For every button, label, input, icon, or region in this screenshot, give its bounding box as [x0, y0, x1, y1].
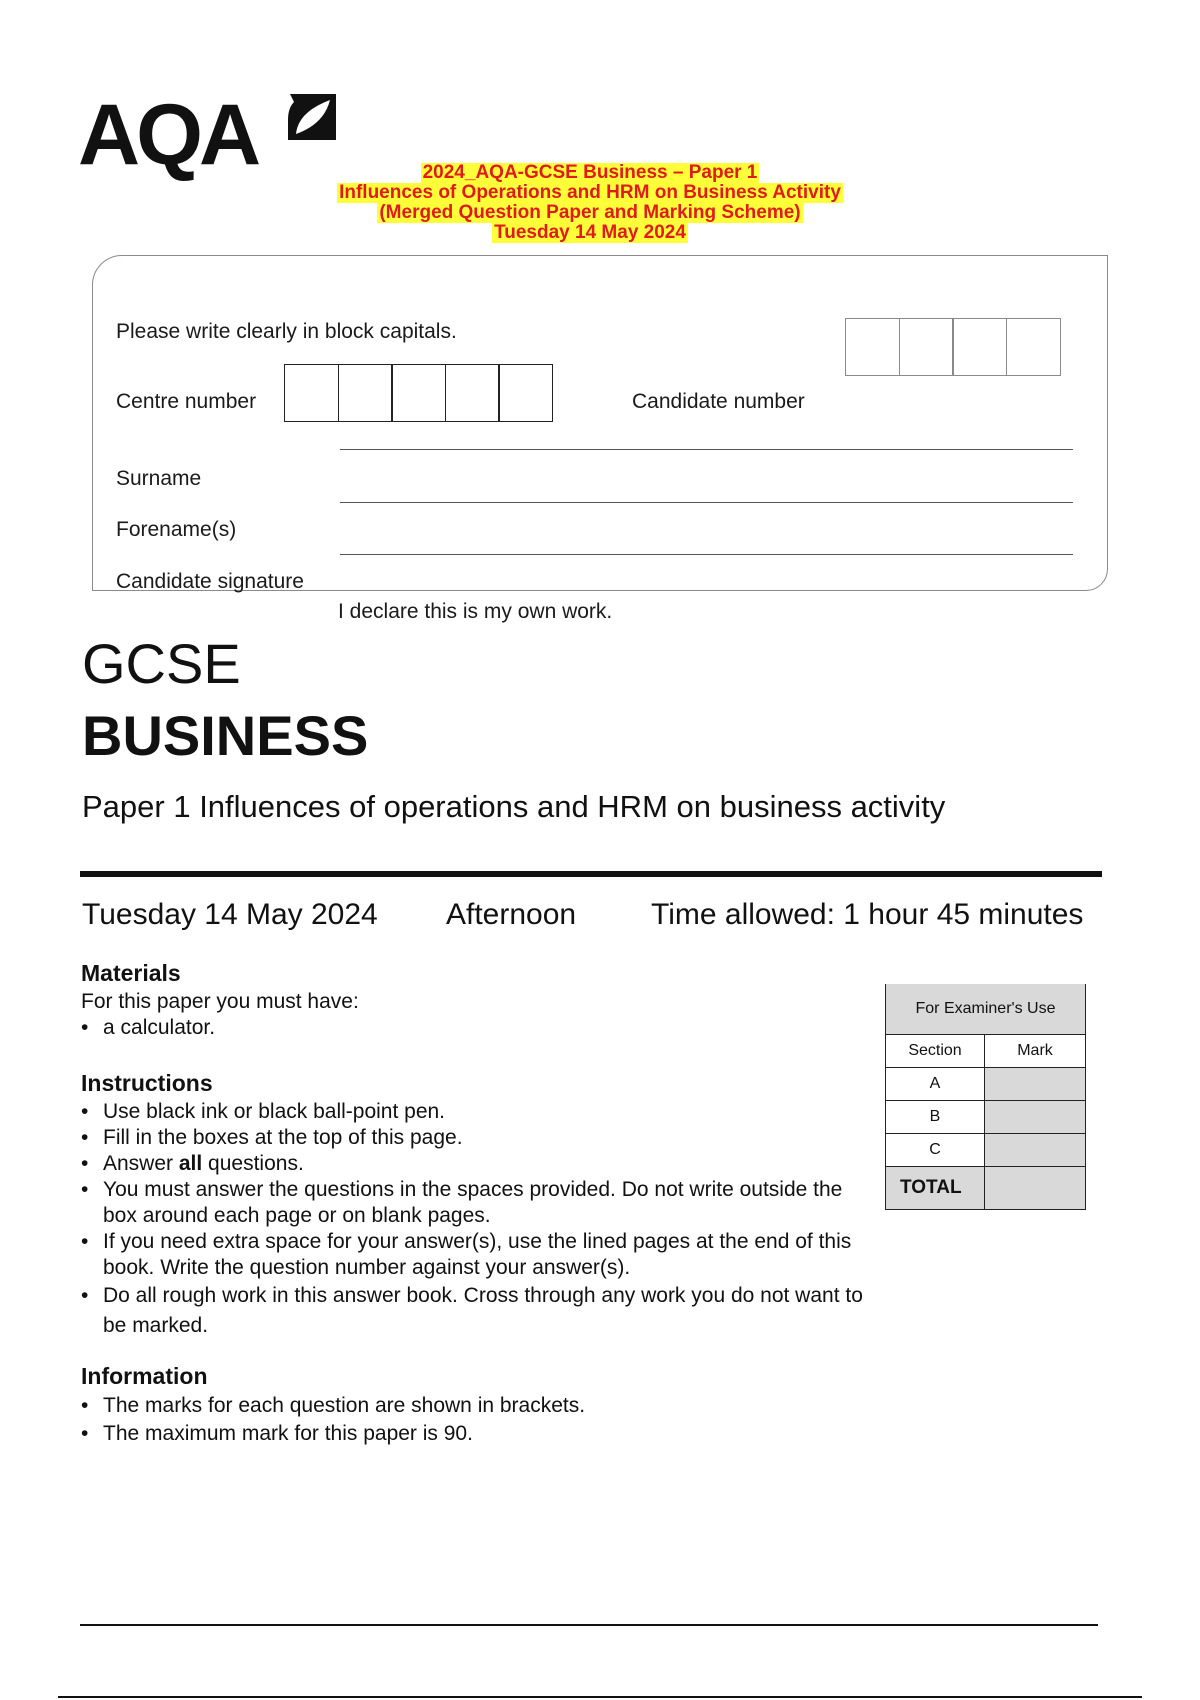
mark-cell: [985, 1068, 1086, 1101]
paper-title: Paper 1 Influences of operations and HRM on business activity: [82, 789, 946, 824]
total-label: TOTAL: [886, 1167, 985, 1210]
instructions-heading: Instructions: [81, 1070, 213, 1096]
candidate-digit-box[interactable]: [845, 318, 900, 376]
aqa-logo: AQA: [78, 87, 258, 183]
forenames-label: Forename(s): [116, 518, 237, 541]
materials-intro: For this paper you must have:: [81, 990, 359, 1013]
answer-emphasis: all: [178, 1152, 203, 1175]
banner-line-2: Influences of Operations and HRM on Business Activity: [339, 182, 841, 203]
mark-cell: [985, 1101, 1086, 1134]
list-item: • Use black ink or black ball-point pen.: [81, 1099, 871, 1125]
list-item: • a calculator.: [81, 1015, 861, 1041]
answer-prefix: Answer: [103, 1152, 179, 1175]
surname-top-line: [340, 449, 1073, 450]
centre-number-label: Centre number: [116, 390, 257, 413]
instructions-list: [81, 1099, 871, 1341]
centre-digit-box[interactable]: [338, 364, 393, 422]
block-capitals-instruction: Please write clearly in block capitals.: [116, 320, 457, 343]
subject-title: BUSINESS: [82, 704, 369, 767]
title-divider: [80, 871, 1102, 877]
time-allowed: Time allowed: 1 hour 45 minutes: [651, 898, 1084, 931]
list-item: • The marks for each question are shown in brackets.: [81, 1392, 871, 1420]
section-column-header: Section: [886, 1035, 985, 1068]
section-cell: B: [886, 1101, 985, 1134]
centre-digit-box[interactable]: [391, 364, 446, 422]
centre-digit-box[interactable]: [498, 364, 553, 422]
banner-line-3: (Merged Question Paper and Marking Scheme): [379, 202, 801, 223]
list-item: • If you need extra space for your answer(s), use the lined pages at the end of this book. Write the question number against your answer(s).: [81, 1229, 871, 1281]
banner-line-4: Tuesday 14 May 2024: [494, 222, 686, 243]
document-banner: [300, 163, 880, 243]
candidate-digit-box[interactable]: [1006, 318, 1061, 376]
list-item: • The maximum mark for this paper is 90.: [81, 1420, 871, 1448]
list-item: • Fill in the boxes at the top of this page.: [81, 1125, 871, 1151]
materials-list: [81, 1015, 861, 1041]
banner-line-1: 2024_AQA-GCSE Business – Paper 1: [422, 162, 758, 183]
declaration-text: I declare this is my own work.: [338, 600, 613, 623]
candidate-digit-box[interactable]: [899, 318, 954, 376]
exam-date: Tuesday 14 May 2024: [82, 898, 378, 931]
list-item: • Do all rough work in this answer book. Cross through any work you do not want to be marked.: [81, 1281, 871, 1341]
total-mark-cell: [985, 1167, 1086, 1210]
information-heading: Information: [81, 1363, 208, 1389]
page-edge-line: [58, 1696, 1142, 1698]
surname-field-line[interactable]: [340, 502, 1073, 503]
candidate-number-label: Candidate number: [632, 390, 805, 413]
list-item: [81, 1151, 871, 1177]
candidate-digit-box[interactable]: [952, 318, 1007, 376]
aqa-leaf-icon: [284, 90, 340, 146]
centre-number-boxes[interactable]: [284, 364, 552, 422]
materials-heading: Materials: [81, 960, 181, 986]
list-item: • You must answer the questions in the spaces provided. Do not write outside the box around each page or on blank pages.: [81, 1177, 871, 1229]
section-cell: A: [886, 1068, 985, 1101]
centre-digit-box[interactable]: [284, 364, 339, 422]
mark-cell: [985, 1134, 1086, 1167]
mark-column-header: Mark: [985, 1035, 1086, 1068]
footer-rule: [80, 1624, 1098, 1626]
forenames-field-line[interactable]: [340, 554, 1073, 555]
signature-label: Candidate signature: [116, 570, 304, 593]
centre-digit-box[interactable]: [445, 364, 500, 422]
exam-session: Afternoon: [446, 898, 577, 931]
qualification-title: GCSE: [82, 632, 241, 695]
information-list: [81, 1392, 871, 1448]
answer-suffix: questions.: [202, 1152, 304, 1175]
candidate-number-boxes[interactable]: [845, 318, 1059, 376]
candidate-details-box: [92, 255, 1108, 591]
examiner-use-table: [885, 984, 1086, 1210]
examiner-use-header: For Examiner's Use: [886, 984, 1086, 1035]
surname-label: Surname: [116, 467, 202, 490]
section-cell: C: [886, 1134, 985, 1167]
